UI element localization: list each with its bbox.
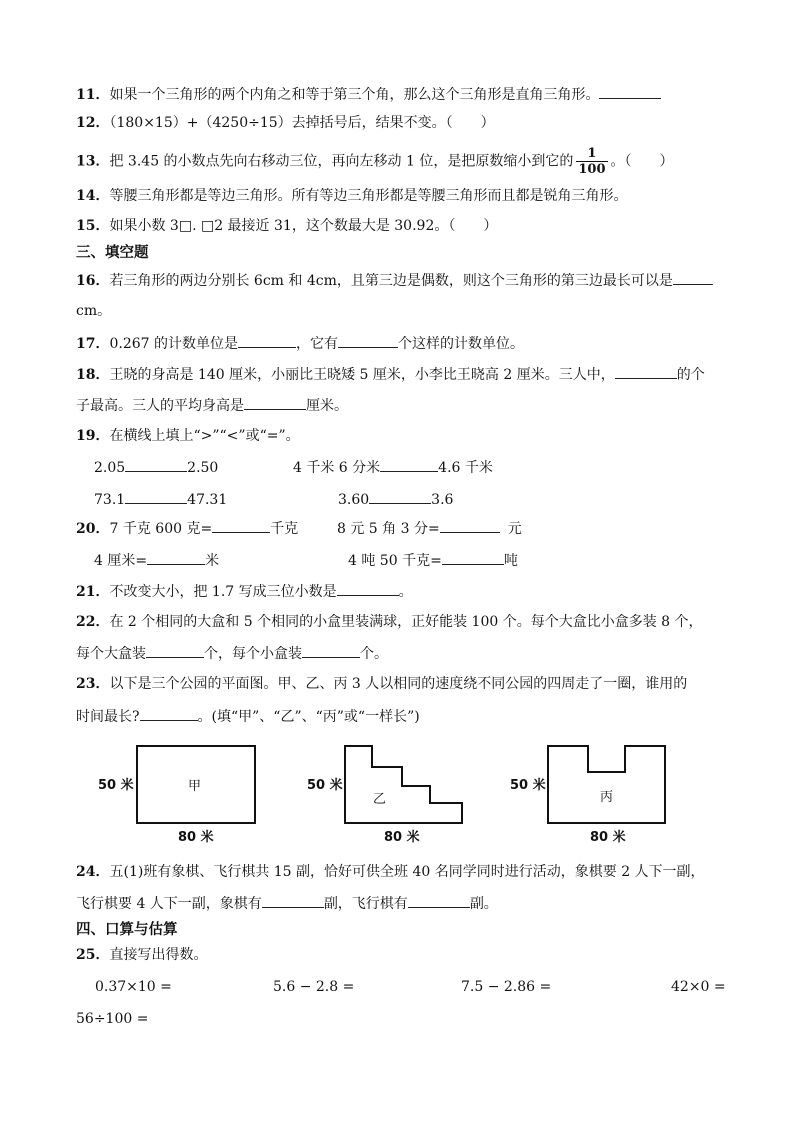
convert-unit: 千克 bbox=[270, 521, 299, 537]
question-text: 子最高。三人的平均身高是 bbox=[76, 398, 244, 414]
question-text: 时间最长? bbox=[76, 709, 140, 725]
figure-yi-width-label: 80 米 bbox=[384, 830, 420, 845]
answer-blank[interactable] bbox=[238, 333, 296, 348]
convert-left: 7 千克 600 克= bbox=[109, 521, 213, 537]
question-number: 16． bbox=[76, 273, 110, 289]
question-text: 每个大盒装 bbox=[76, 646, 146, 662]
convert-item bbox=[348, 550, 518, 571]
calc-item: 5.6 − 2.8 = bbox=[273, 979, 355, 995]
calc-item: 42×0 = bbox=[671, 979, 726, 995]
question-23 bbox=[76, 674, 687, 694]
question-text: 等腰三角形都是等边三角形。所有等边三角形都是等腰三角形而且都是锐角三角形。 bbox=[109, 188, 628, 204]
question-number: 15． bbox=[76, 218, 110, 234]
answer-blank[interactable] bbox=[380, 457, 438, 472]
question-11 bbox=[76, 84, 661, 105]
question-number: 24． bbox=[76, 864, 110, 880]
question-12 bbox=[76, 113, 495, 133]
question-18-continued bbox=[76, 395, 348, 416]
question-text: 在横线上填上“>”“<”或“=”。 bbox=[109, 428, 300, 444]
answer-blank[interactable] bbox=[442, 550, 504, 565]
question-22 bbox=[76, 612, 703, 632]
question-text: 个这样的计数单位。 bbox=[398, 336, 525, 352]
compare-left: 73.1 bbox=[94, 492, 126, 508]
question-23-continued bbox=[76, 706, 420, 727]
question-text-end: 。（ ） bbox=[610, 153, 674, 170]
question-20 bbox=[76, 518, 298, 539]
question-number: 22． bbox=[76, 614, 110, 630]
answer-blank[interactable] bbox=[302, 643, 360, 658]
question-number: 21． bbox=[76, 584, 110, 600]
question-number: 11． bbox=[76, 87, 110, 103]
question-number: 20． bbox=[76, 521, 110, 537]
compare-right: 2.50 bbox=[187, 460, 219, 476]
answer-blank[interactable] bbox=[369, 489, 431, 504]
answer-blank[interactable] bbox=[337, 581, 399, 596]
question-18 bbox=[76, 364, 705, 385]
question-number: 14． bbox=[76, 188, 110, 204]
compare-right: 3.6 bbox=[431, 492, 454, 508]
question-text: 直接写出得数。 bbox=[109, 947, 208, 963]
question-24-continued bbox=[76, 893, 498, 914]
question-text: 副，飞行棋有 bbox=[323, 896, 408, 912]
question-text: 厘米。 bbox=[306, 398, 348, 414]
compare-item bbox=[94, 457, 218, 478]
convert-left: 8 元 5 角 3 分= bbox=[337, 521, 440, 537]
answer-blank[interactable] bbox=[140, 706, 198, 721]
compare-left: 2.05 bbox=[94, 460, 126, 476]
park-floor-plans bbox=[90, 738, 740, 848]
convert-unit: 米 bbox=[205, 553, 220, 569]
convert-item bbox=[337, 518, 522, 539]
fraction-numerator: 1 bbox=[587, 146, 597, 161]
question-22-continued bbox=[76, 643, 388, 664]
question-text: 个。 bbox=[360, 646, 388, 662]
section-heading-mental-math: 四、口算与估算 bbox=[76, 922, 178, 938]
question-19 bbox=[76, 426, 300, 446]
figure-yi-stepped-shape bbox=[345, 746, 462, 823]
answer-blank[interactable] bbox=[599, 84, 661, 99]
compare-left: 4 千米 6 分米 bbox=[293, 460, 381, 476]
calc-item: 56÷100 = bbox=[76, 1011, 149, 1027]
compare-right: 4.6 千米 bbox=[438, 460, 493, 476]
question-number: 17． bbox=[76, 336, 110, 352]
compare-item bbox=[94, 489, 227, 510]
question-text: 不改变大小，把 1.7 写成三位小数是 bbox=[109, 584, 337, 600]
answer-blank[interactable] bbox=[244, 395, 306, 410]
answer-blank[interactable] bbox=[212, 518, 270, 533]
question-text: 个，每个小盒装 bbox=[204, 646, 302, 662]
answer-blank[interactable] bbox=[673, 270, 713, 285]
convert-left: 4 吨 50 千克= bbox=[348, 553, 442, 569]
figure-jia-height-label: 50 米 bbox=[98, 778, 134, 793]
fraction bbox=[576, 146, 607, 177]
question-text: 的个 bbox=[676, 367, 705, 383]
fraction-denominator: 100 bbox=[578, 162, 606, 177]
convert-left: 4 厘米= bbox=[94, 553, 148, 569]
question-16-continued: cm。 bbox=[76, 303, 112, 319]
figure-bing-label: 丙 bbox=[600, 790, 614, 805]
calc-item: 7.5 − 2.86 = bbox=[461, 979, 552, 995]
question-13 bbox=[76, 146, 674, 177]
calc-item: 0.37×10 = bbox=[95, 979, 172, 995]
answer-blank[interactable] bbox=[146, 643, 204, 658]
question-text: ，它有 bbox=[296, 336, 339, 352]
question-text: 若三角形的两边分别长 6cm 和 4cm，且第三边是偶数，则这个三角形的第三边最长可以是 bbox=[109, 273, 673, 289]
answer-blank[interactable] bbox=[262, 893, 324, 908]
convert-unit: 元 bbox=[507, 521, 522, 537]
convert-unit: 吨 bbox=[503, 553, 518, 569]
answer-blank[interactable] bbox=[440, 518, 500, 533]
question-number: 23． bbox=[76, 676, 110, 692]
question-text: 。(填“甲”、“乙”、“丙”或“一样长”) bbox=[197, 709, 420, 725]
question-text: 0.267 的计数单位是 bbox=[109, 336, 239, 352]
question-15 bbox=[76, 216, 497, 236]
question-14 bbox=[76, 186, 627, 206]
answer-blank[interactable] bbox=[408, 893, 470, 908]
question-number: 18． bbox=[76, 367, 110, 383]
figure-jia-width-label: 80 米 bbox=[178, 830, 214, 845]
question-25 bbox=[76, 945, 207, 965]
figure-yi-height-label: 50 米 bbox=[307, 778, 343, 793]
question-text: 。 bbox=[398, 584, 413, 600]
question-number: 19． bbox=[76, 428, 110, 444]
figure-bing-height-label: 50 米 bbox=[510, 778, 546, 793]
answer-blank[interactable] bbox=[125, 457, 187, 472]
question-text: 如果小数 3□. □2 最接近 31，这个数最大是 30.92。（ ） bbox=[109, 218, 498, 234]
figure-bing-notched-shape bbox=[548, 746, 665, 823]
compare-right: 47.31 bbox=[187, 492, 228, 508]
question-text: （180×15）+（4250÷15）去掉括号后，结果不变。（ ） bbox=[109, 115, 495, 131]
answer-blank[interactable] bbox=[125, 489, 187, 504]
question-17 bbox=[76, 333, 524, 354]
answer-blank[interactable] bbox=[147, 550, 205, 565]
question-text: 如果一个三角形的两个内角之和等于第三个角，那么这个三角形是直角三角形。 bbox=[109, 87, 600, 103]
figure-yi-label: 乙 bbox=[373, 792, 387, 807]
compare-item bbox=[293, 457, 493, 478]
convert-item bbox=[94, 550, 219, 571]
compare-left: 3.60 bbox=[338, 492, 370, 508]
question-text: 把 3.45 的小数点先向右移动三位，再向左移动 1 位，是把原数缩小到它的 bbox=[109, 153, 574, 170]
question-24 bbox=[76, 862, 705, 882]
section-heading-fill-in: 三、填空题 bbox=[76, 245, 149, 261]
question-text: 王晓的身高是 140 厘米，小丽比王晓矮 5 厘米，小李比王晓高 2 厘米。三人中， bbox=[109, 367, 615, 383]
question-text: 飞行棋要 4 人下一副，象棋有 bbox=[76, 896, 262, 912]
question-text: 副。 bbox=[469, 896, 498, 912]
compare-item bbox=[338, 489, 453, 510]
answer-blank[interactable] bbox=[338, 333, 398, 348]
figure-jia-label: 甲 bbox=[188, 779, 202, 794]
question-21 bbox=[76, 581, 413, 602]
question-text: 在 2 个相同的大盒和 5 个相同的小盒里装满球，正好能装 100 个。每个大盒比小盒多装 8 个， bbox=[109, 614, 703, 630]
question-number: 25． bbox=[76, 947, 110, 963]
question-text: 以下是三个公园的平面图。甲、乙、丙 3 人以相同的速度绕不同公园的四周走了一圈，谁用的 bbox=[109, 676, 688, 692]
question-16 bbox=[76, 270, 713, 291]
question-number: 12． bbox=[76, 115, 110, 131]
question-number: 13． bbox=[76, 153, 110, 170]
figure-bing-width-label: 80 米 bbox=[590, 830, 626, 845]
answer-blank[interactable] bbox=[615, 364, 677, 379]
question-text: 五(1)班有象棋、飞行棋共 15 副，恰好可供全班 40 名同学同时进行活动，象棋要 2 人下一副， bbox=[109, 864, 705, 880]
